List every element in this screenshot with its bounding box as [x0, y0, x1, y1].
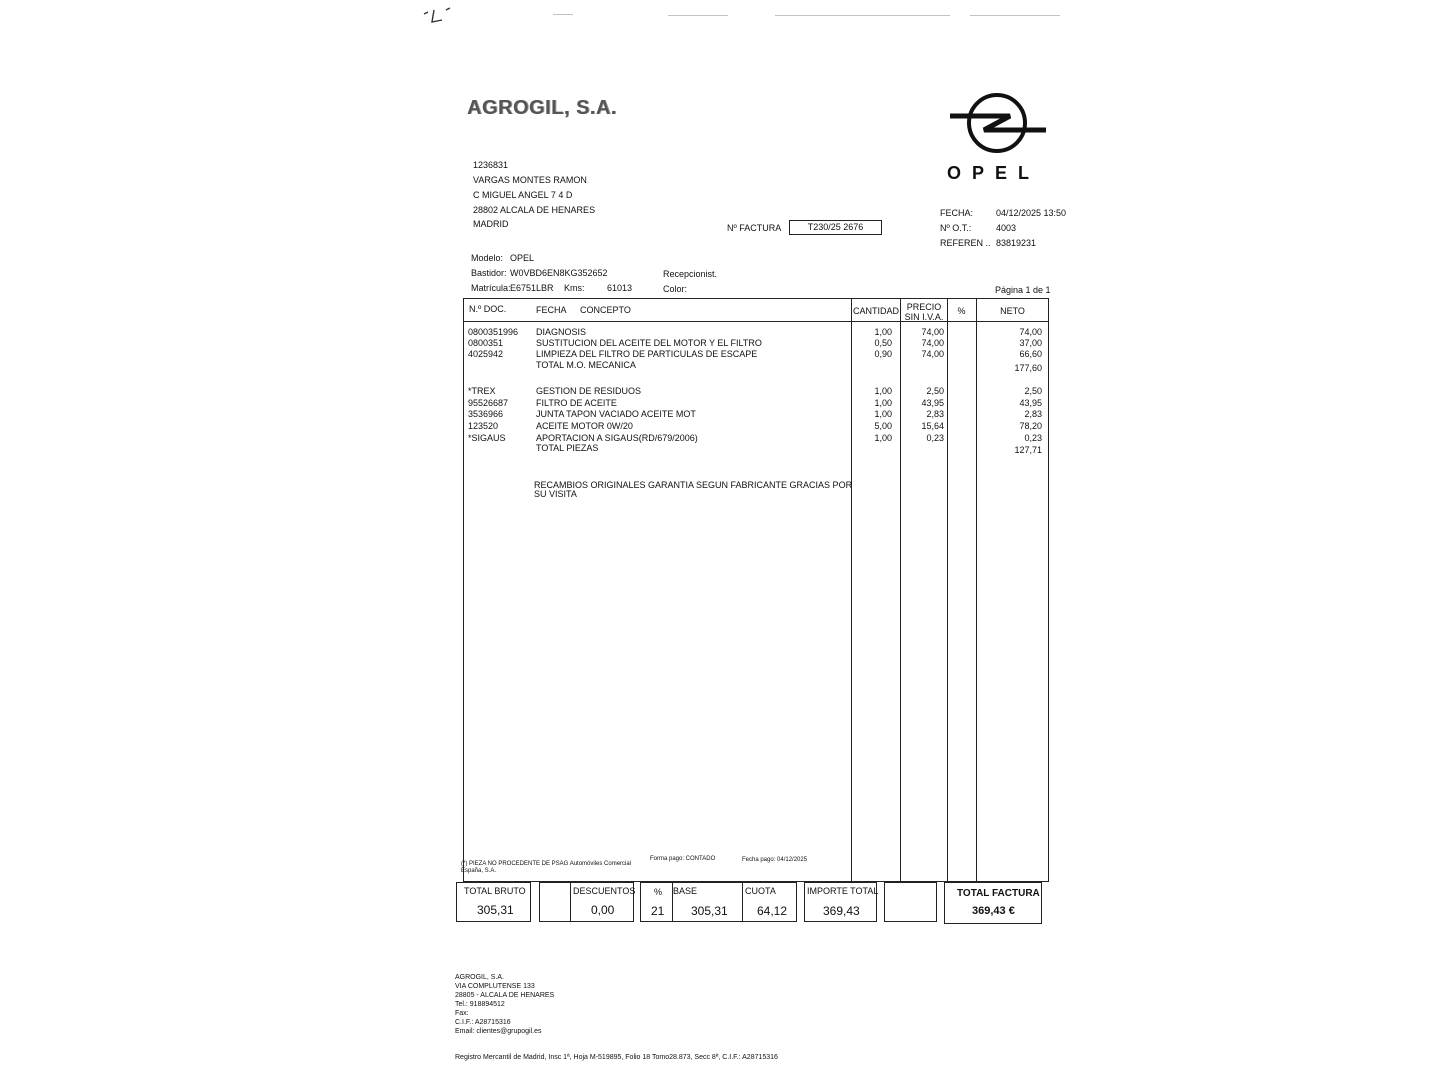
thank-you-note	[534, 481, 852, 499]
header-qty: CANTIDAD	[853, 306, 900, 316]
scan-mark	[553, 14, 573, 15]
row-doc: 4025942	[468, 349, 504, 359]
invoice-total-box	[944, 882, 1042, 924]
row-qty: 1,00	[874, 409, 892, 419]
row-doc: 0800351996	[468, 327, 519, 337]
tax-divider	[742, 883, 743, 921]
header-price-line1: PRECIO	[906, 302, 942, 312]
opel-logo-icon	[946, 90, 1050, 158]
row-price: 74,00	[921, 349, 944, 359]
row-concept: JUNTA TAPON VACIADO ACEITE MOT	[536, 409, 696, 419]
table-header-divider	[463, 321, 1049, 322]
row-net: 2,83	[1024, 409, 1042, 419]
vehicle-model: OPEL	[510, 253, 535, 263]
header-date: FECHA	[536, 305, 567, 315]
ot-label: Nº O.T.:	[940, 223, 972, 233]
row-price: 74,00	[921, 338, 944, 348]
registry-line: Registro Mercantil de Madrid, Insc 1ª, Hoja M-519895, Folio 18 Tomo28.873, Secc 8ª, C.I.F.: A28715316	[455, 1054, 778, 1061]
row-price: 43,95	[921, 398, 944, 408]
row-qty: 1,00	[874, 386, 892, 396]
header-net: NETO	[1000, 306, 1025, 316]
row-net: 74,00	[1019, 327, 1042, 337]
scan-mark	[970, 15, 1060, 16]
discount-value: 0,00	[591, 903, 615, 917]
scribble-mark	[420, 4, 480, 26]
row-concept: ACEITE MOTOR 0W/20	[536, 421, 633, 431]
row-net: 177,60	[1014, 363, 1042, 373]
row-price: 2,50	[926, 386, 944, 396]
row-qty: 0,90	[874, 349, 892, 359]
row-net: 37,00	[1019, 338, 1042, 348]
customer-code: 1236831	[473, 160, 509, 170]
vehicle-chassis: W0VBD6EN8KG352652	[510, 268, 608, 278]
row-doc: *SIGAUS	[468, 433, 506, 443]
row-concept: DIAGNOSIS	[536, 327, 587, 337]
invoice-number-box	[789, 220, 882, 235]
row-net: 66,60	[1019, 349, 1042, 359]
footer-email: Email: clientes@grupogil.es	[455, 1028, 542, 1035]
row-net: 127,71	[1014, 445, 1042, 455]
row-concept: GESTION DE RESIDUOS	[536, 386, 642, 396]
row-qty: 1,00	[874, 433, 892, 443]
customer-address: C MIGUEL ANGEL 7 4 D	[473, 190, 573, 200]
footer-name: AGROGIL, S.A.	[455, 974, 505, 981]
tax-pct-label: %	[654, 887, 663, 897]
invoice-number-label: Nº FACTURA	[727, 223, 782, 233]
header-pct: %	[957, 306, 966, 316]
company-footer	[455, 973, 554, 1036]
footnote-line: España, S.A.	[461, 868, 497, 874]
ot-number: 4003	[996, 223, 1017, 233]
row-concept: TOTAL PIEZAS	[536, 443, 599, 453]
footer-cif: C.I.F.: A28715316	[455, 1019, 511, 1026]
note-line: RECAMBIOS ORIGINALES GARANTIA SEGUN FABRICANTE GRACIAS POR	[534, 480, 853, 490]
discount-label: DESCUENTOS	[573, 886, 636, 896]
row-net: 0,23	[1024, 433, 1042, 443]
footer-tel: Tel.: 918894512	[455, 1001, 505, 1008]
payment-method: Forma pago: CONTADO	[650, 856, 716, 862]
row-doc: 0800351	[468, 338, 504, 348]
header-price-line2: SIN I.V.A.	[904, 312, 944, 322]
discount-box	[539, 882, 634, 922]
scan-mark	[775, 15, 950, 16]
row-net: 43,95	[1019, 398, 1042, 408]
row-qty: 5,00	[874, 421, 892, 431]
row-price: 2,83	[926, 409, 944, 419]
row-net: 78,20	[1019, 421, 1042, 431]
invoice-total-label: TOTAL FACTURA	[957, 888, 1040, 899]
row-concept: SUSTITUCION DEL ACEITE DEL MOTOR Y EL FILTRO	[536, 338, 762, 348]
row-doc: 3536966	[468, 409, 504, 419]
tax-quota-label: CUOTA	[745, 886, 776, 896]
row-price: 15,64	[921, 421, 944, 431]
customer-province: MADRID	[473, 219, 509, 229]
row-qty: 1,00	[874, 327, 892, 337]
header-doc: N.º DOC.	[469, 304, 507, 314]
non-psag-footnote	[461, 861, 631, 875]
row-doc: 123520	[468, 421, 499, 431]
row-price: 74,00	[921, 327, 944, 337]
row-net: 2,50	[1024, 386, 1042, 396]
row-concept: TOTAL M.O. MECANICA	[536, 360, 636, 370]
total-amount-box	[804, 882, 877, 922]
tax-quota-value: 64,12	[757, 904, 788, 918]
total-gross-value: 305,31	[477, 903, 514, 917]
date-label: FECHA:	[940, 208, 974, 218]
row-doc: *TREX	[468, 386, 496, 396]
company-name: AGROGIL, S.A.	[467, 97, 617, 119]
total-gross-label: TOTAL BRUTO	[464, 886, 526, 896]
empty-total-box	[884, 882, 937, 922]
chassis-label: Bastidor:	[471, 268, 507, 278]
ref-number: 83819231	[996, 238, 1037, 248]
total-amount-label: IMPORTE TOTAL	[807, 886, 879, 896]
customer-city: 28802 ALCALA DE HENARES	[473, 205, 596, 215]
header-price	[901, 302, 947, 322]
ref-label: REFEREN ..	[940, 238, 991, 248]
tax-box	[640, 882, 797, 922]
model-label: Modelo:	[471, 253, 504, 263]
footnote-line: (*) PIEZA NO PROCEDENTE DE PSAG Automóviles Comercial	[461, 861, 632, 867]
footer-address: VIA COMPLUTENSE 133	[455, 983, 535, 990]
row-price: 0,23	[926, 433, 944, 443]
tax-base-value: 305,31	[691, 904, 728, 918]
col-divider	[947, 298, 948, 882]
opel-logo-text: OPEL	[947, 163, 1041, 183]
invoice-number: T230/25 2676	[807, 222, 864, 232]
discount-divider	[570, 883, 571, 921]
vehicle-kms: 61013	[607, 283, 633, 293]
invoice-total-value: 369,43 €	[972, 905, 1015, 917]
customer-name: VARGAS MONTES RAMON	[473, 175, 587, 185]
payment-date: Fecha pago: 04/12/2025	[742, 857, 808, 863]
row-qty: 1,00	[874, 398, 892, 408]
scan-mark	[668, 15, 728, 16]
total-amount-value: 369,43	[823, 904, 860, 918]
total-gross-box	[456, 882, 531, 922]
page-number: Página 1 de 1	[995, 285, 1051, 295]
vehicle-plate: E6751LBR	[510, 283, 554, 293]
row-concept: LIMPIEZA DEL FILTRO DE PARTICULAS DE ESCAPE	[536, 349, 758, 359]
tax-base-label: BASE	[673, 886, 698, 896]
note-line: SU VISITA	[534, 489, 577, 499]
reception-label: Recepcionist.	[663, 269, 718, 279]
row-qty: 0,50	[874, 338, 892, 348]
header-concept: CONCEPTO	[580, 305, 631, 315]
color-label: Color:	[663, 284, 688, 294]
footer-fax: Fax:	[455, 1010, 469, 1017]
footer-city: 28805 - ALCALA DE HENARES	[455, 992, 555, 999]
row-doc: 95526687	[468, 398, 509, 408]
plate-label: Matrícula:	[471, 283, 511, 293]
invoice-date: 04/12/2025 13:50	[996, 208, 1067, 218]
kms-label: Kms:	[564, 283, 585, 293]
tax-pct-value: 21	[651, 904, 665, 918]
row-concept: FILTRO DE ACEITE	[536, 398, 617, 408]
row-concept: APORTACION A SIGAUS(RD/679/2006)	[536, 433, 698, 443]
